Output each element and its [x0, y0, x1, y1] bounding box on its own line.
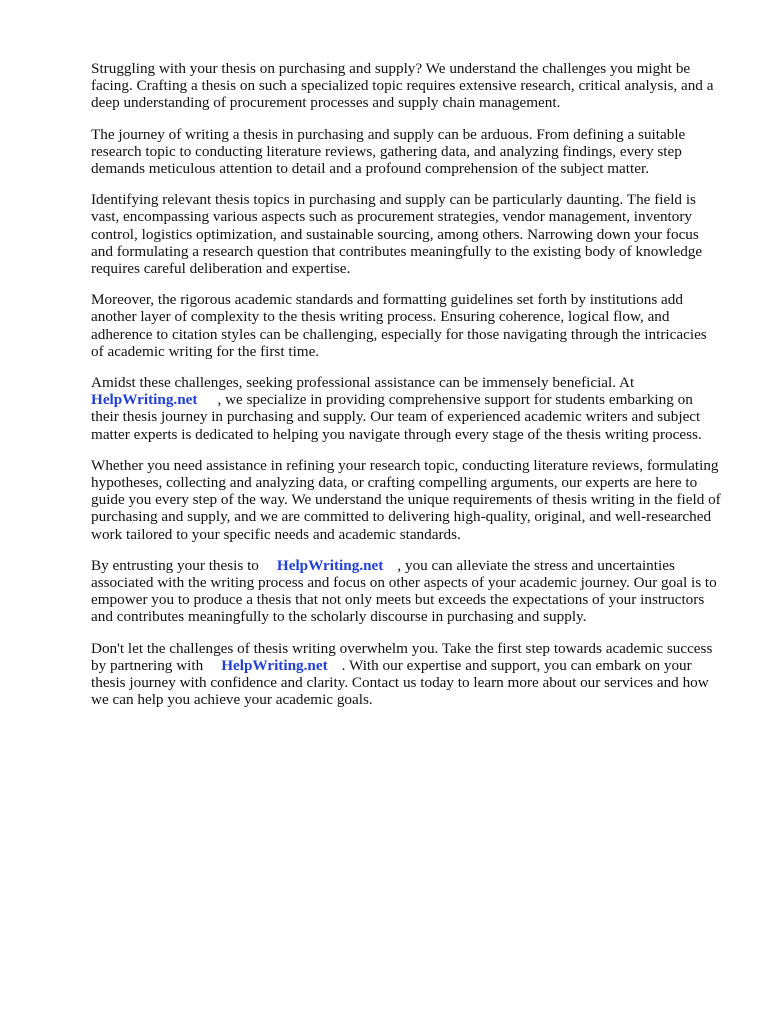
paragraph-cta-text-after: . With our expertise and support, you can embark on your thesis journey with confidence and clarity. Contact us today to learn more about our services and how we can help you achieve your academic goals.: [91, 656, 709, 709]
helpwriting-link-3[interactable]: HelpWriting.net: [221, 656, 328, 674]
helpwriting-link-2[interactable]: HelpWriting.net: [276, 556, 384, 574]
paragraph-cta-text-before: Don't let the challenges of thesis writing overwhelm you. Take the first step towards academic success by partnering with: [91, 639, 713, 674]
paragraph-journey: The journey of writing a thesis in purchasing and supply can be arduous. From defining a suitable research topic to conducting literature reviews, gathering data, and analyzing findings, every step demands meticulous attention to detail and a profound comprehension of the subject matter.: [91, 125, 686, 178]
paragraph-standards: Moreover, the rigorous academic standards and formatting guidelines set forth by institutions add another layer of complexity to the thesis writing process. Ensuring coherence, logical flow, and adherence to citation styles can be challenging, especially for those navigating through the intricacies of academic writing for the first time.: [91, 291, 707, 360]
paragraph-entrusting: [91, 557, 723, 626]
helpwriting-link-1[interactable]: HelpWriting.net: [91, 391, 198, 409]
paragraph-intro: Struggling with your thesis on purchasing and supply? We understand the challenges you might be facing. Crafting a thesis on such a specialized topic requires extensive research, critical analysis, and a deep understanding of procurement processes and supply chain management.: [91, 60, 714, 112]
paragraph-assistance-text-after: , we specialize in providing comprehensive support for students embarking on their thesis journey in purchasing and supply. Our team of experienced academic writers and subject matter experts is dedicated to helping you navigate through every stage of the thesis writing process.: [91, 391, 702, 443]
paragraph-services: Whether you need assistance in refining your research topic, conducting literature reviews, formulating hypotheses, collecting and analyzing data, or crafting compelling arguments, our experts are here to guide you every step of the way. We understand the unique requirements of thesis writing in the field of purchasing and supply, and we are committed to delivering high-quality, original, and well-researched work tailored to your specific needs and academic standards.: [91, 456, 721, 543]
paragraph-call-to-action: [91, 640, 723, 709]
paragraph-entrusting-text-after: , you can alleviate the stress and uncertainties associated with the writing process and focus on other aspects of your academic journey. Our goal is to empower you to produce a thesis that not only meets but exceeds the expectations of your instructors and contributes meaningfully to the scholarly discourse in purchasing and supply.: [91, 556, 717, 626]
paragraph-topics: Identifying relevant thesis topics in purchasing and supply can be particularly daunting. The field is vast, encompassing various aspects such as procurement strategies, vendor management, inventory control, logistics optimization, and sustainable sourcing, among others. Narrowing down your focus and formulating a research question that contributes meaningfully to the existing body of knowledge requires careful deliberation and expertise.: [91, 191, 703, 278]
document-body: [91, 60, 723, 723]
paragraph-assistance: [91, 374, 723, 443]
paragraph-assistance-text-before: Amidst these challenges, seeking professional assistance can be immensely beneficial. At: [91, 374, 635, 392]
paragraph-entrusting-text-before: By entrusting your thesis to: [91, 556, 259, 574]
